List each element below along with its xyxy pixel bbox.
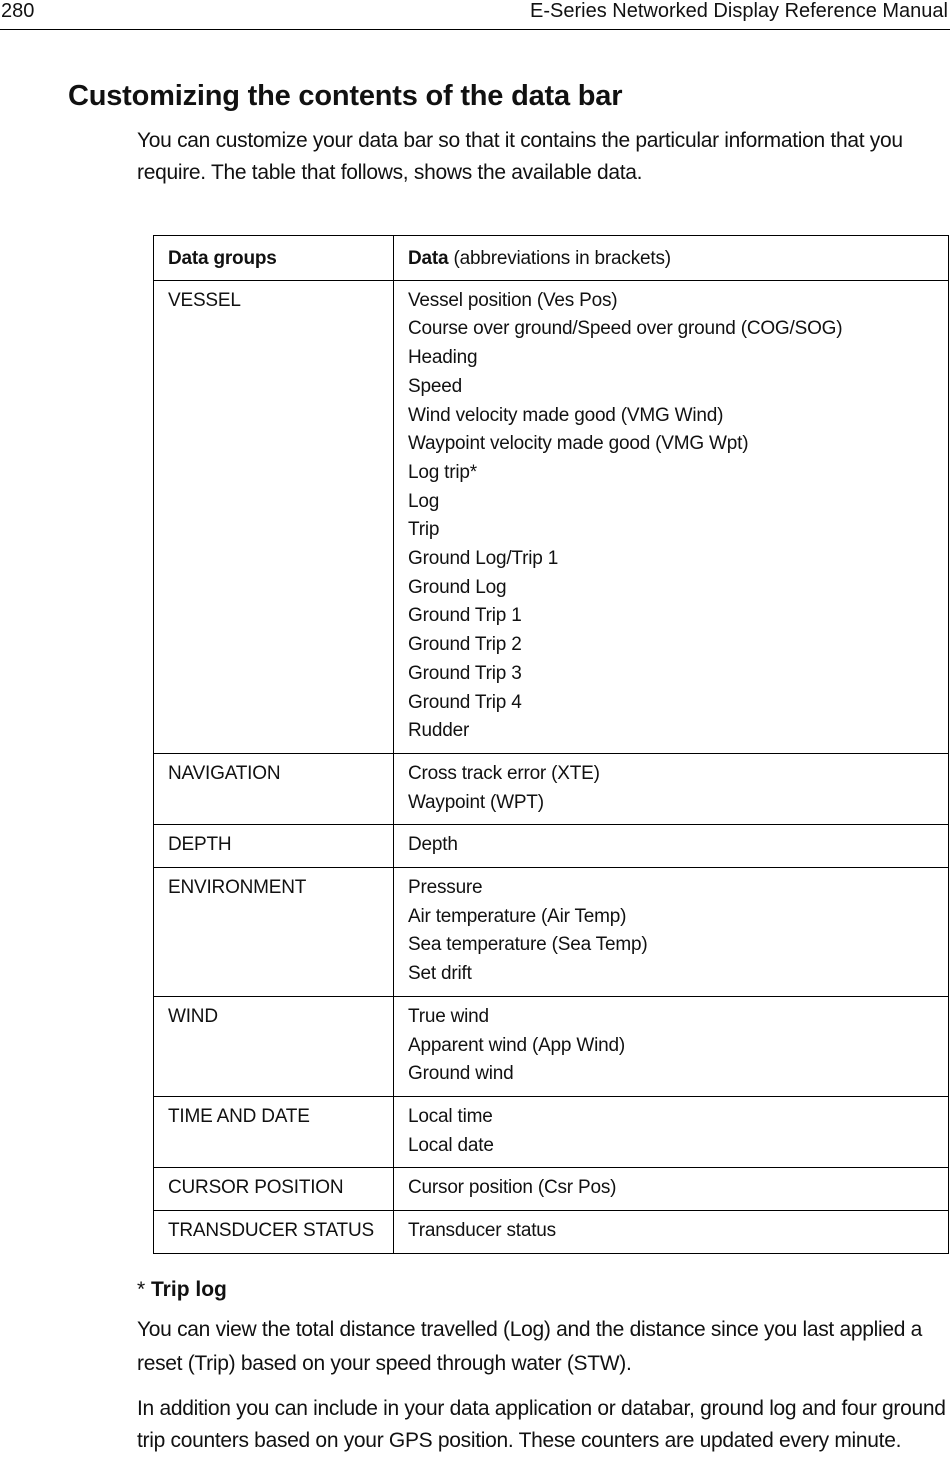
data-item: Local time (408, 1105, 493, 1127)
data-items-cell (394, 1096, 949, 1167)
data-item: Local date (408, 1134, 494, 1156)
data-item: Apparent wind (App Wind) (408, 1034, 625, 1056)
table-header-row (154, 236, 949, 281)
data-item: Course over ground/Speed over ground (COG/SOG) (408, 318, 843, 340)
data-group-cell: CURSOR POSITION (154, 1168, 394, 1211)
data-item: Sea temperature (Sea Temp) (408, 934, 648, 956)
data-item: Ground Log/Trip 1 (408, 548, 559, 570)
footnote-marker: * (137, 1278, 152, 1301)
data-item: Rudder (408, 720, 470, 742)
page-number: 280 (1, 0, 35, 22)
data-item: Ground wind (408, 1063, 514, 1085)
data-groups-table (153, 235, 949, 1254)
data-item: Wind velocity made good (VMG Wind) (408, 404, 724, 426)
data-item: Cross track error (XTE) (408, 762, 600, 784)
data-item: Waypoint velocity made good (VMG Wpt) (408, 433, 749, 455)
data-item: Waypoint (WPT) (408, 791, 544, 813)
data-item: Log (408, 490, 440, 512)
header-data-note: (abbreviations in brackets) (448, 248, 671, 269)
table-row (154, 280, 949, 753)
data-item: Depth (408, 834, 458, 856)
data-group-cell: VESSEL (154, 280, 394, 753)
table-row (154, 1096, 949, 1167)
data-item: Ground Log (408, 576, 507, 598)
header-data-groups (154, 236, 394, 281)
data-item: Heading (408, 347, 478, 369)
data-items-cell (394, 996, 949, 1096)
intro-paragraph: You can customize your data bar so that it contains the particular information that you require. The table that follows, shows the available data. (137, 129, 903, 184)
footnote-title: Trip log (151, 1278, 227, 1301)
data-item: Speed (408, 375, 462, 397)
data-group-cell: ENVIRONMENT (154, 868, 394, 997)
data-item: Air temperature (Air Temp) (408, 905, 627, 927)
data-item: Cursor position (Csr Pos) (408, 1177, 617, 1199)
data-items-cell (394, 280, 949, 753)
data-items-cell (394, 825, 949, 868)
data-item: Ground Trip 2 (408, 634, 522, 656)
data-item: Vessel position (Ves Pos) (408, 289, 618, 311)
data-item: True wind (408, 1005, 489, 1027)
header-data (394, 236, 949, 281)
footnote-paragraph-1: You can view the total distance travelled (Log) and the distance since you last applied a reset (Trip) based on your speed through water (STW). (137, 1318, 923, 1375)
page-header (0, 0, 950, 30)
data-group-cell: DEPTH (154, 825, 394, 868)
running-title: E-Series Networked Display Reference Manual (530, 0, 948, 22)
data-group-cell: WIND (154, 996, 394, 1096)
data-item: Ground Trip 3 (408, 662, 522, 684)
data-item: Trip (408, 519, 440, 541)
data-items-cell (394, 1168, 949, 1211)
data-item: Transducer status (408, 1220, 556, 1242)
data-group-cell: TIME AND DATE (154, 1096, 394, 1167)
table-row (154, 1211, 949, 1254)
table-row (154, 1168, 949, 1211)
section-title: Customizing the contents of the data bar (68, 80, 623, 112)
table-row (154, 753, 949, 824)
data-group-cell: TRANSDUCER STATUS (154, 1211, 394, 1254)
data-item: Ground Trip 1 (408, 605, 522, 627)
table-row (154, 996, 949, 1096)
data-item: Pressure (408, 877, 483, 899)
data-items-cell (394, 753, 949, 824)
data-group-cell: NAVIGATION (154, 753, 394, 824)
footnote-paragraph-2: In addition you can include in your data application or databar, ground log and four ground trip counters based on your GPS position. These counters are updated every minute. (137, 1397, 946, 1452)
table-row (154, 868, 949, 997)
data-items-cell (394, 1211, 949, 1254)
header-data-label: Data (408, 248, 449, 269)
table-body (154, 280, 949, 1253)
data-item: Set drift (408, 963, 472, 985)
data-item: Log trip* (408, 461, 477, 483)
table-row (154, 825, 949, 868)
data-items-cell (394, 868, 949, 997)
header-groups-label: Data groups (168, 248, 277, 269)
footnote-heading (137, 1278, 227, 1302)
data-item: Ground Trip 4 (408, 691, 522, 713)
